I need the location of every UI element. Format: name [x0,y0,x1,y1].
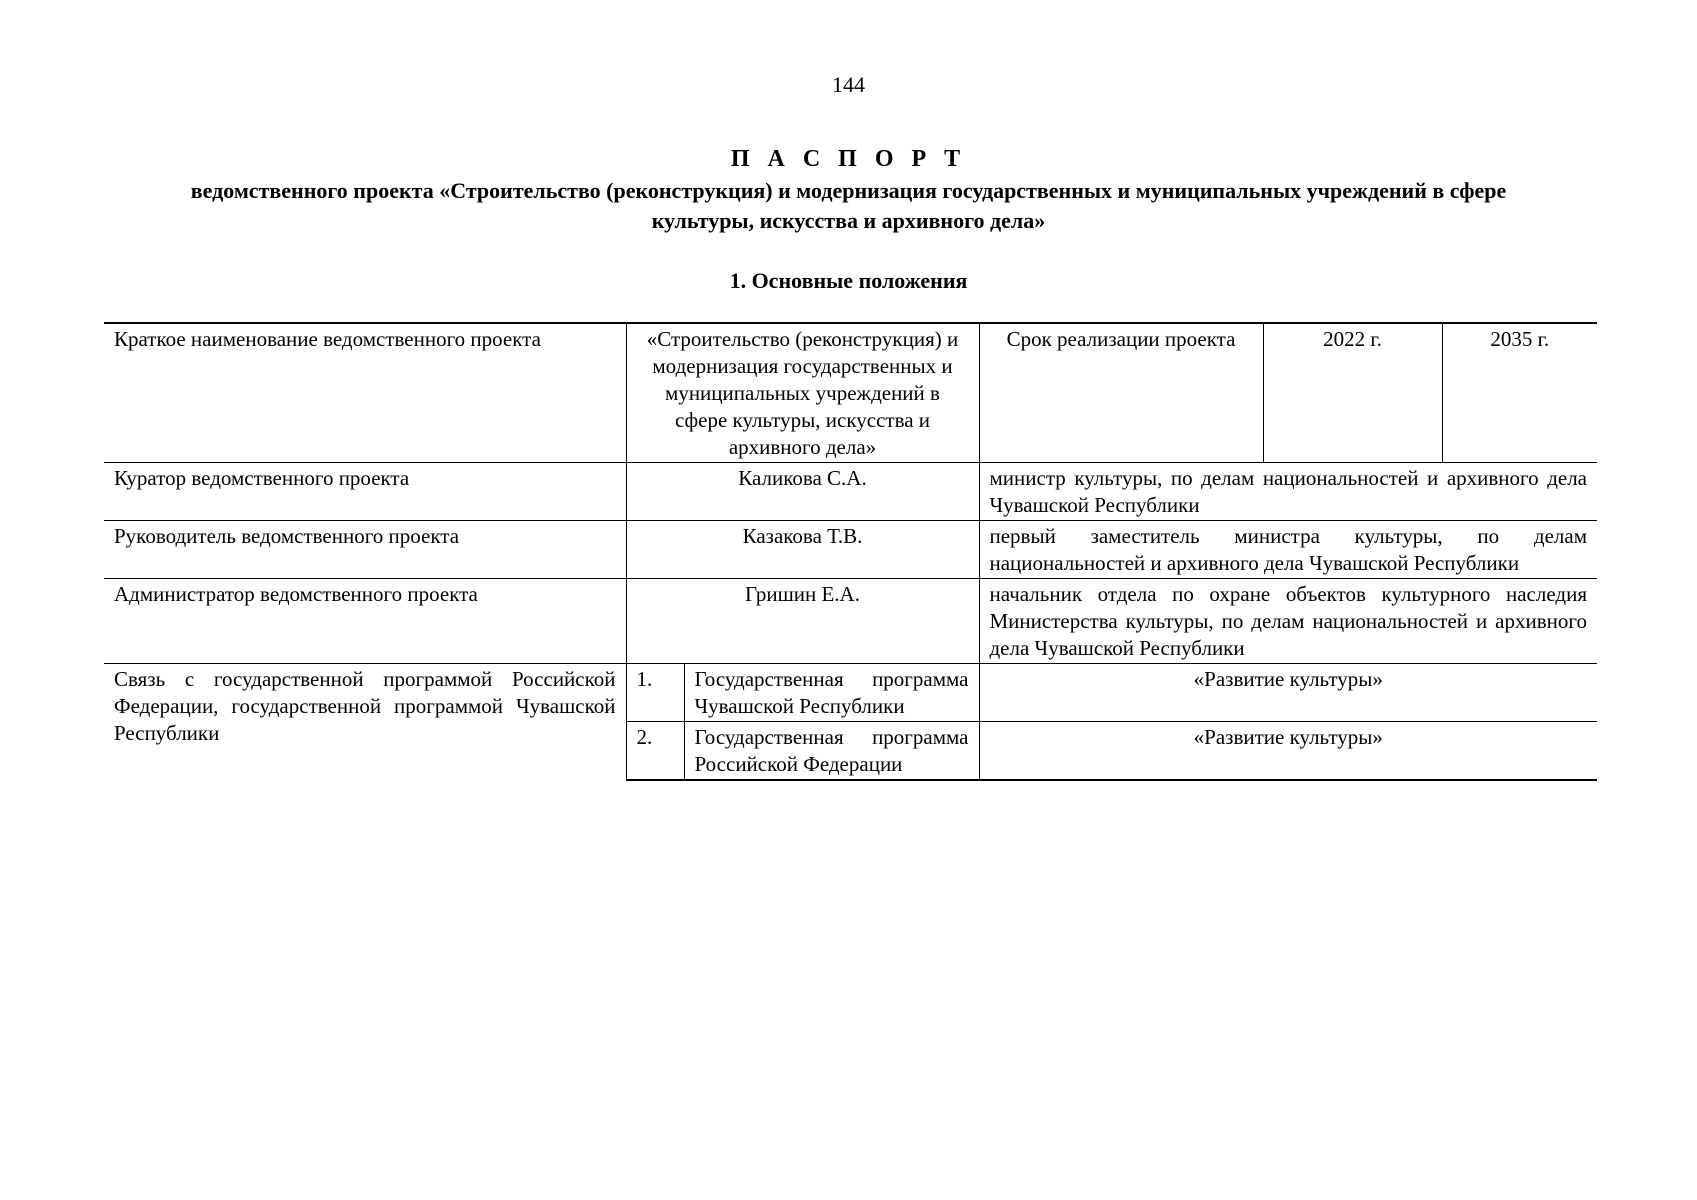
administrator-position: начальник отдела по охране объектов культурного наследия Министерства культуры, по делам национальностей и архивного дела Чувашской Республики [979,579,1597,664]
page-number: 144 [832,72,865,97]
program-name: «Развитие культуры» [979,664,1597,722]
project-name-label: Краткое наименование ведомственного проекта [104,323,626,463]
curator-label: Куратор ведомственного проекта [104,463,626,521]
curator-name: Каликова С.А. [626,463,979,521]
table-row [104,463,1597,521]
program-link-label: Связь с государственной программой Российской Федерации, государственной программой Чувашской Республики [104,664,626,781]
administrator-name: Гришин Е.А. [626,579,979,664]
program-number: 1. [626,664,684,722]
passport-table [104,322,1597,781]
table-row [104,323,1597,463]
section-heading: 1. Основные положения [729,268,968,293]
administrator-label: Администратор ведомственного проекта [104,579,626,664]
head-name: Казакова Т.В. [626,521,979,579]
document-title: П А С П О Р Т [730,146,967,172]
program-type: Государственная программа Российской Федерации [684,722,979,781]
program-type: Государственная программа Чувашской Республики [684,664,979,722]
term-label: Срок реализации проекта [979,323,1263,463]
curator-position: министр культуры, по делам национальностей и архивного дела Чувашской Республики [979,463,1597,521]
project-name-value: «Строительство (реконструкция) и модернизация государственных и муниципальных учреждений в сфере культуры, искусства и архивного дела» [626,323,979,463]
term-end: 2035 г. [1442,323,1597,463]
table-row [104,579,1597,664]
document-subtitle: ведомственного проекта «Строительство (реконструкция) и модернизация государственных и муниципальных учреждений в сфере культуры, искусства и архивного дела» [190,178,1507,233]
program-number: 2. [626,722,684,781]
head-label: Руководитель ведомственного проекта [104,521,626,579]
table-row [104,664,1597,722]
head-position: первый заместитель министра культуры, по делам национальностей и архивного дела Чувашской Республики [979,521,1597,579]
table-row [104,521,1597,579]
program-name: «Развитие культуры» [979,722,1597,781]
term-start: 2022 г. [1263,323,1442,463]
